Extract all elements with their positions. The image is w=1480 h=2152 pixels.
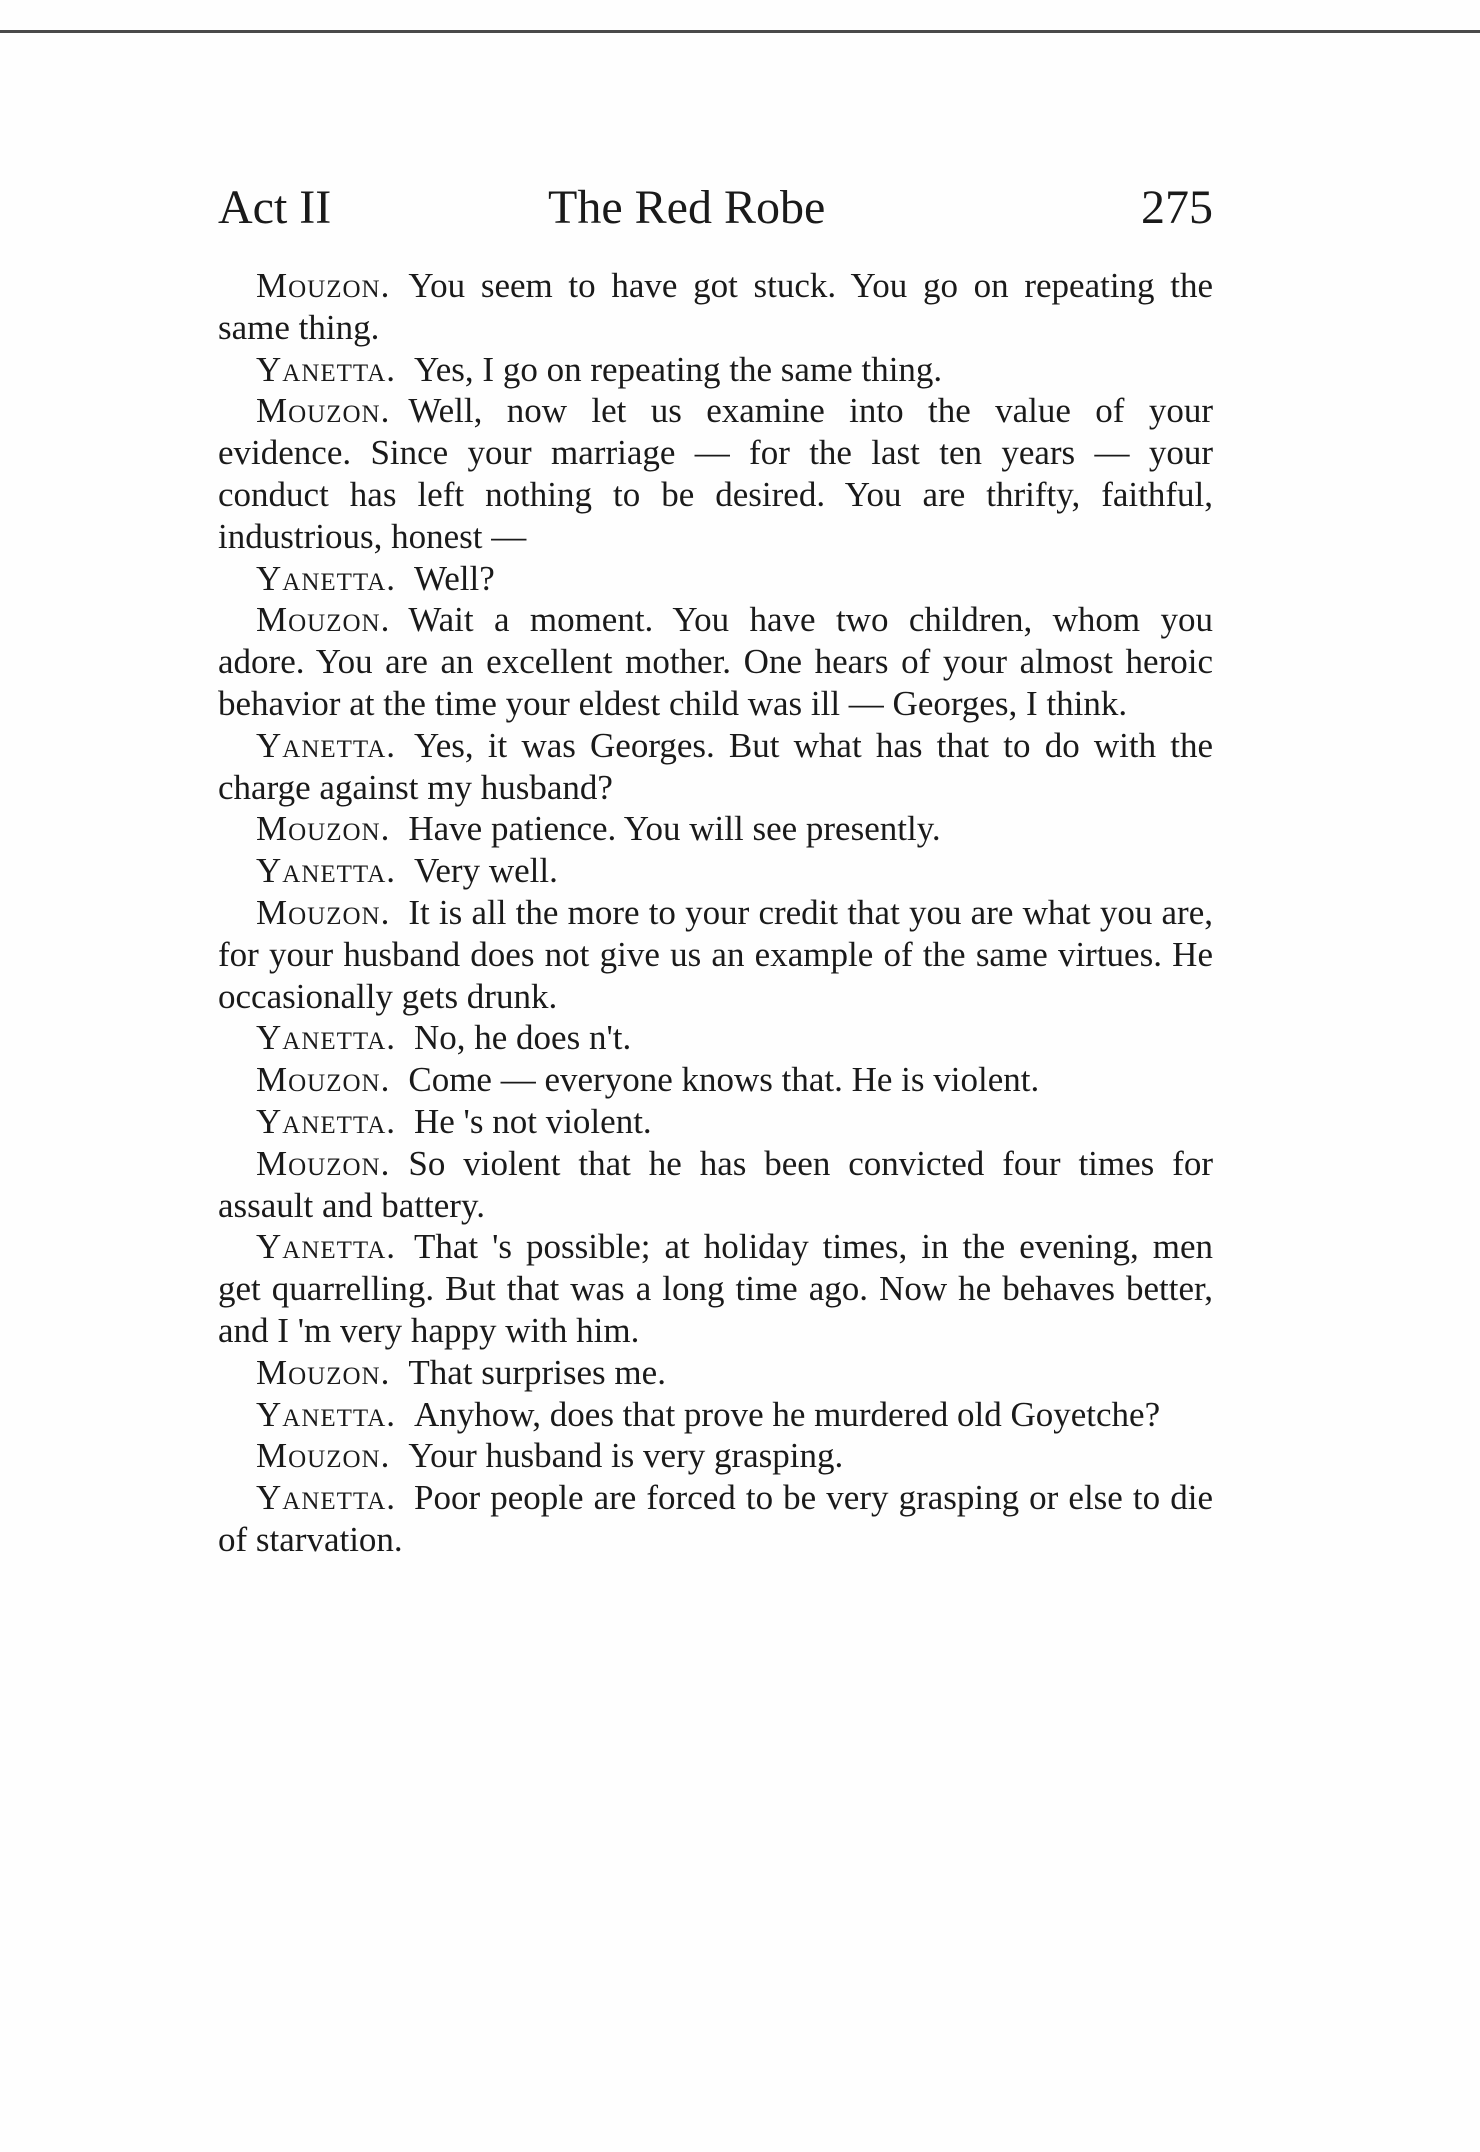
speech-text: That 's possible; at holiday times, in the evening, men get quarrelling. But that was a long time ago. Now he behaves better, and I 'm very happy with him. <box>218 1227 1213 1350</box>
play-text <box>218 265 1213 1561</box>
speech-15 <box>218 1352 1213 1394</box>
page-number: 275 <box>1141 181 1213 234</box>
speech-text: It is all the more to your credit that you are what you are, for your husband does not give us an example of the same virtues. He occasionally gets drunk. <box>218 892 1213 1016</box>
speech-11 <box>218 1059 1213 1101</box>
speech-14 <box>218 1226 1213 1351</box>
speech-8 <box>218 850 1213 892</box>
speech-text: Well, now let us examine into the value of your evidence. Since your marriage — for the last ten years — your conduct has left nothing to be desired. You are thrifty, faithful, industrious, honest — <box>218 391 1213 556</box>
running-head <box>218 180 1213 236</box>
speaker-name: Yanetta. <box>256 851 396 891</box>
speech-text: Very well. <box>414 851 558 891</box>
speech-2 <box>218 349 1213 391</box>
speaker-name: Yanetta. <box>256 1394 396 1434</box>
speech-text: Yes, I go on repeating the same thing. <box>414 349 943 389</box>
speech-9 <box>218 892 1213 1017</box>
book-title: The Red Robe <box>548 181 826 234</box>
speaker-name: Mouzon. <box>256 266 391 305</box>
speech-13 <box>218 1143 1213 1227</box>
speech-1 <box>218 265 1213 349</box>
speaker-name: Yanetta. <box>256 349 396 389</box>
speaker-name: Mouzon. <box>256 1143 391 1183</box>
speech-17 <box>218 1435 1213 1477</box>
speaker-name: Mouzon. <box>256 600 391 640</box>
speaker-name: Mouzon. <box>256 391 391 431</box>
speech-text: You seem to have got stuck. You go on repeating the same thing. <box>218 266 1213 347</box>
act-label: Act II <box>218 181 332 234</box>
speech-16 <box>218 1394 1213 1436</box>
speech-text: That surprises me. <box>408 1352 666 1392</box>
top-rule <box>0 30 1480 33</box>
speech-3 <box>218 390 1213 557</box>
speech-text: Wait a moment. You have two children, whom you adore. You are an excellent mother. One hears of your almost heroic behavior at the time your eldest child was ill — Georges, I think. <box>218 600 1213 723</box>
speaker-name: Yanetta. <box>256 1478 396 1518</box>
speech-text: No, he does n't. <box>414 1018 632 1058</box>
speaker-name: Mouzon. <box>256 1060 391 1100</box>
speech-10 <box>218 1017 1213 1059</box>
speech-4 <box>218 558 1213 600</box>
speech-text: Anyhow, does that prove he murdered old Goyetche? <box>414 1394 1161 1434</box>
speech-6 <box>218 725 1213 809</box>
speech-7 <box>218 808 1213 850</box>
speaker-name: Mouzon. <box>256 892 391 932</box>
speaker-name: Mouzon. <box>256 1352 391 1392</box>
speaker-name: Mouzon. <box>256 1436 391 1476</box>
speech-5 <box>218 599 1213 724</box>
speaker-name: Yanetta. <box>256 1018 396 1058</box>
speech-12 <box>218 1101 1213 1143</box>
speaker-name: Mouzon. <box>256 809 391 849</box>
speaker-name: Yanetta. <box>256 725 396 765</box>
speech-text: Come — everyone knows that. He is violent. <box>408 1060 1040 1100</box>
speech-text: Well? <box>414 558 495 598</box>
speech-text: Yes, it was Georges. But what has that to do with the charge against my husband? <box>218 725 1213 807</box>
speaker-name: Yanetta. <box>256 1101 396 1141</box>
speech-text: Have patience. You will see presently. <box>408 809 941 849</box>
speech-text: Poor people are forced to be very grasping or else to die of starvation. <box>218 1478 1213 1559</box>
speech-18 <box>218 1477 1213 1561</box>
speech-text: He 's not violent. <box>414 1101 652 1141</box>
speech-text: Your husband is very grasping. <box>408 1436 844 1476</box>
speaker-name: Yanetta. <box>256 1227 396 1267</box>
speaker-name: Yanetta. <box>256 558 396 598</box>
speech-text: So violent that he has been convicted four times for assault and battery. <box>218 1143 1213 1225</box>
